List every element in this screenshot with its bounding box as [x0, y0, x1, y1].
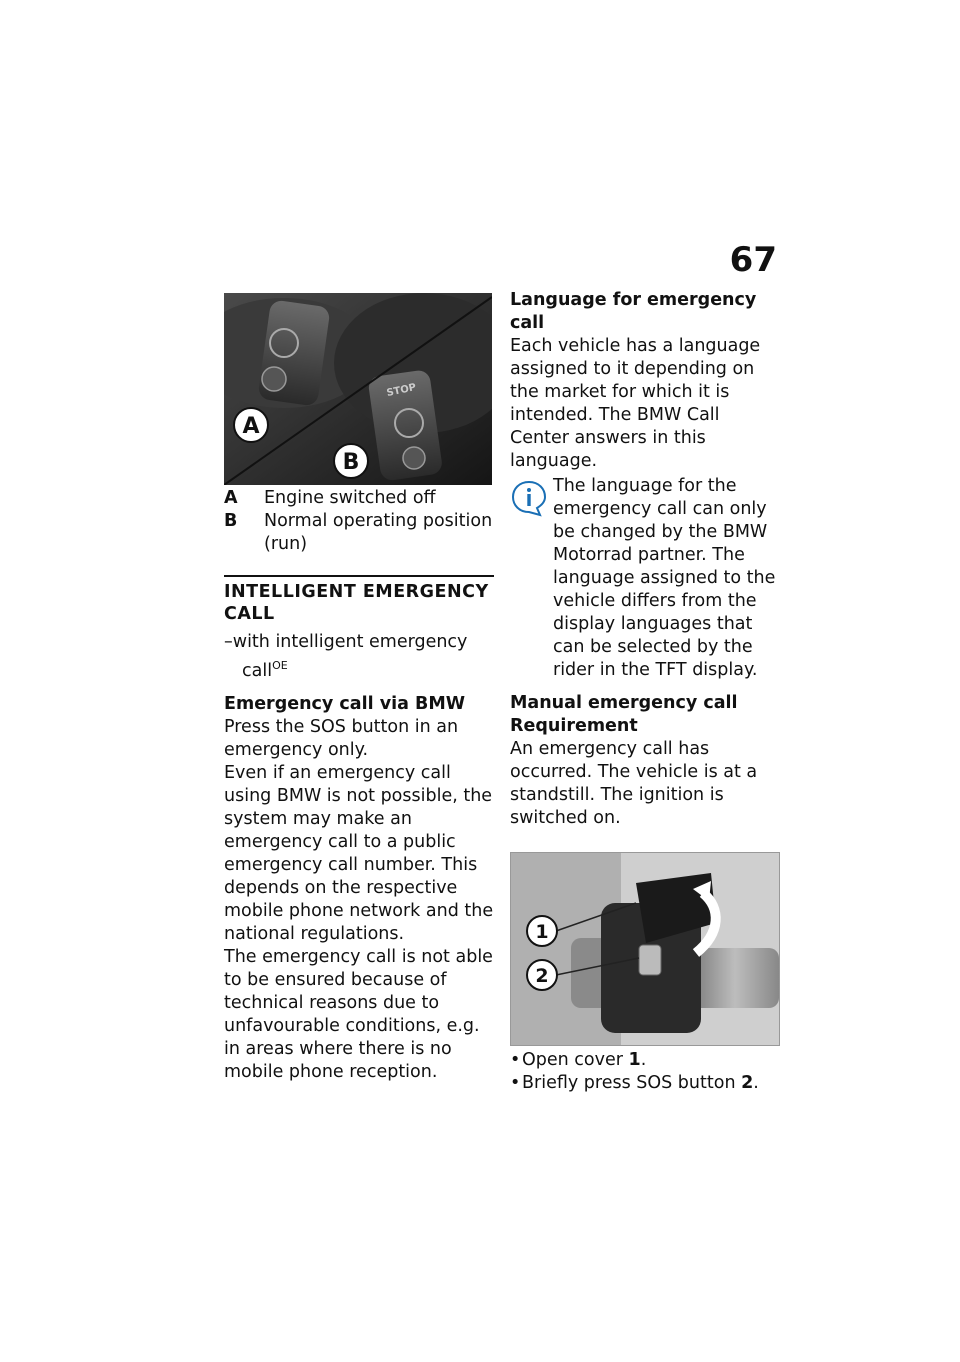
step-ref: 1 [628, 1050, 641, 1070]
legend-key: A [224, 488, 238, 508]
option-note: –with intelligent emergency call$^{OE}$ [224, 632, 468, 681]
paragraph: Even if an emergency call using BMW is not possible, the system may make an emergency call to a public emergency call number. This depends on the respective mobile phone network and the national regulations. [224, 762, 494, 944]
info-icon [510, 479, 548, 517]
paragraph: Press the SOS button in an emergency only. [224, 716, 459, 760]
sos-switch-photo [510, 852, 780, 1046]
step-text: Open cover [522, 1050, 623, 1070]
figure-legend [224, 487, 494, 556]
subheading-emergency-via-bmw: Emergency call via BMW [224, 693, 466, 714]
stop-label: STOP [385, 382, 418, 400]
handlebar-switch-photo [224, 293, 492, 485]
callout-2: 2 [535, 965, 549, 987]
requirement-text: An emergency call has occurred. The vehicle is at a standstill. The ignition is switched on. [510, 739, 758, 828]
callout-a: A [242, 414, 260, 439]
right-column [510, 289, 782, 1095]
oe-mark: OE [272, 659, 288, 672]
step-text: Briefly press SOS button [522, 1073, 736, 1093]
list-item: • Open cover 1. [510, 1050, 647, 1070]
subheading-language: Language for emergency call [510, 290, 757, 333]
callout-b: B [342, 450, 360, 475]
legend-row [224, 510, 494, 556]
callout-1: 1 [535, 921, 549, 943]
note-text: The language for the emergency call can only be changed by the BMW Motorrad partner. The language assigned to the vehicle differs from the display languages that can be selected by the rider in the TFT display. [553, 476, 776, 680]
paragraph: The emergency call is not able to be ensured because of technical reasons due to unfavourable conditions, e.g. in areas where there is no mobile phone reception. [224, 946, 493, 1082]
section-title: INTELLIGENT EMERGENCY CALL [224, 582, 489, 624]
paragraph: Each vehicle has a language assigned to it depending on the market for which it is intended. The BMW Call Center answers in this language. [510, 336, 761, 471]
sos-switch-illustration [511, 853, 779, 1045]
info-note [510, 475, 782, 682]
steps-list [510, 1049, 782, 1095]
list-item: • Briefly press SOS button 2. [510, 1073, 759, 1093]
legend-text: Normal operating position (run) [264, 511, 493, 554]
left-column [224, 293, 494, 1084]
section-divider [224, 575, 494, 577]
handlebar-switch-illustration [224, 293, 492, 485]
legend-key: B [224, 511, 238, 531]
legend-text: Engine switched off [264, 488, 436, 508]
option-text: with intelligent emergency call [232, 632, 468, 681]
subheading-manual-call: Manual emergency call [510, 693, 738, 713]
legend-row [224, 487, 494, 510]
step-ref: 2 [741, 1073, 754, 1093]
requirement-label: Requirement [510, 716, 638, 736]
page-number: 67 [729, 240, 777, 280]
